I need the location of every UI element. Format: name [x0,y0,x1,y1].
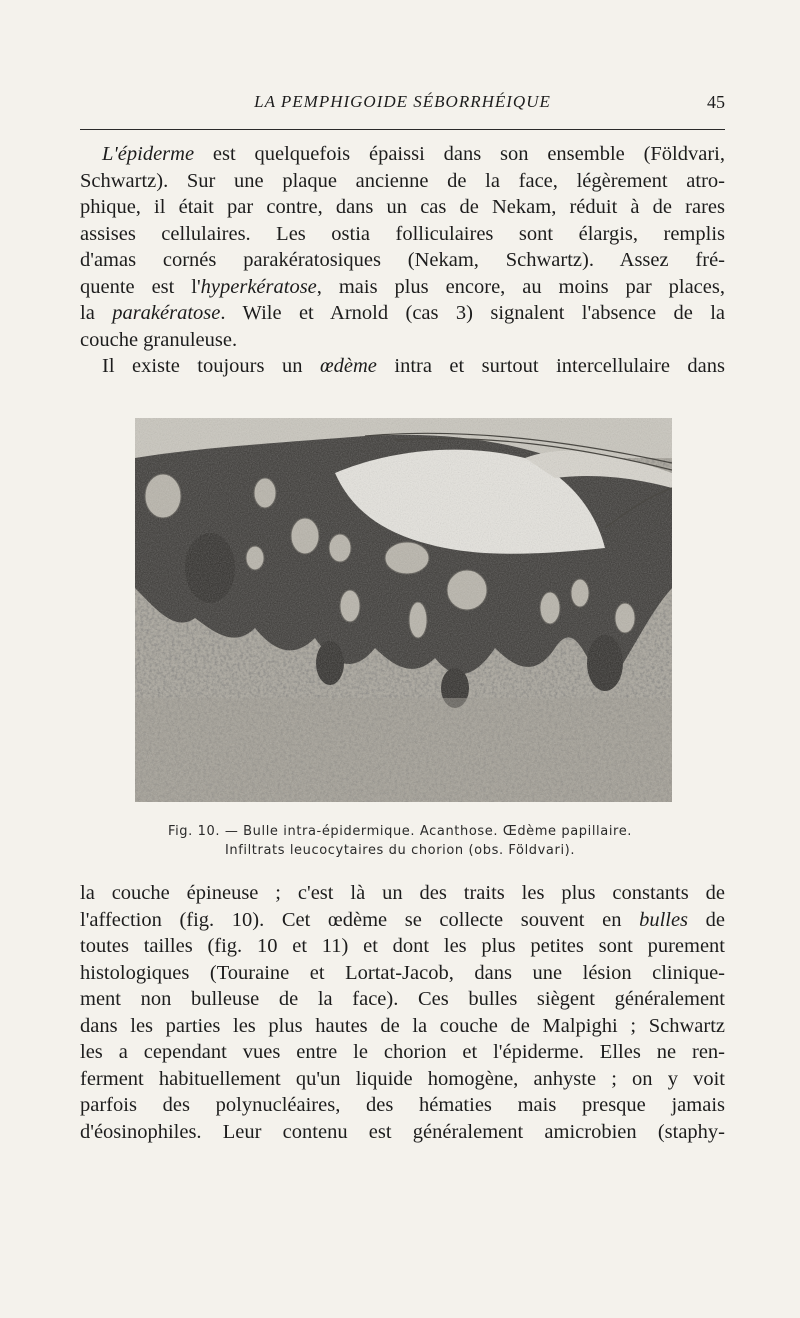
caption-line: Infiltrats leucocytaires du chorion (obs. Földvari). [224,843,576,858]
text-line: la parakératose. Wile et Arnold (cas 3) signalent l'absence de la [80,302,726,324]
text-line: histologiques (Touraine et Lortat-Jacob, dans une lésion clinique- [80,961,725,984]
text-line: toutes tailles (fig. 10 et 11) et dont les plus petites sont purement [80,935,725,957]
emphasis: parakératose [112,302,221,324]
text-line: Schwartz). Sur une plaque ancienne de la face, légèrement atro- [80,169,725,192]
header-rule [80,129,725,130]
paragraph-couche-epineuse [80,880,725,1145]
histology-micrograph [135,418,672,802]
text-line: quente est l'hyperkératose, mais plus encore, au moins par places, [80,275,725,298]
text-line: d'amas cornés parakératosiques (Nekam, Schwartz). Assez fré- [80,249,725,271]
text-line: assises cellulaires. Les ostia folliculaires sont élargis, remplis [80,222,725,245]
caption-line: Fig. 10. — Bulle intra-épidermique. Acanthose. Œdème papillaire. [167,824,633,839]
text-line: la couche épineuse ; c'est là un des traits les plus constants de [80,882,725,904]
text-line: phique, il était par contre, dans un cas de Nekam, réduit à de rares [80,196,725,218]
text-line: parfois des polynucléaires, des hématies mais presque jamais [80,1094,725,1116]
paragraph-oedeme [80,353,725,380]
text-line: couche granuleuse. [80,328,238,351]
emphasis: hyperkératose [200,275,317,298]
text-line: ment non bulleuse de la face). Ces bulles siègent généralement [80,988,725,1010]
running-head [80,92,725,118]
emphasis: œdème [319,355,377,377]
emphasis: L'épiderme [102,143,195,165]
histology-figure [135,418,672,802]
text-line: les a cependant vues entre le chorion et l'épiderme. Elles ne ren- [80,1041,725,1063]
figure-caption [100,822,700,860]
text-line: ferment habituellement qu'un liquide homogène, anhyste ; on y voit [80,1067,725,1090]
text-line: l'affection (fig. 10). Cet œdème se collecte souvent en bulles de [80,908,725,931]
emphasis: bulles [639,908,689,931]
text-line: d'éosinophiles. Leur contenu est généralement amicrobien (staphy- [80,1120,725,1143]
running-title: LA PEMPHIGOIDE SÉBORRHÉIQUE [254,92,551,111]
text-line: L'épiderme est quelquefois épaissi dans son ensemble (Földvari, [102,143,725,165]
page-number: 45 [707,92,725,112]
text-line: dans les parties les plus hautes de la couche de Malpighi ; Schwartz [80,1014,725,1037]
text-line: Il existe toujours un œdème intra et surtout intercellulaire dans [102,355,725,377]
paragraph-epiderme [80,141,725,353]
